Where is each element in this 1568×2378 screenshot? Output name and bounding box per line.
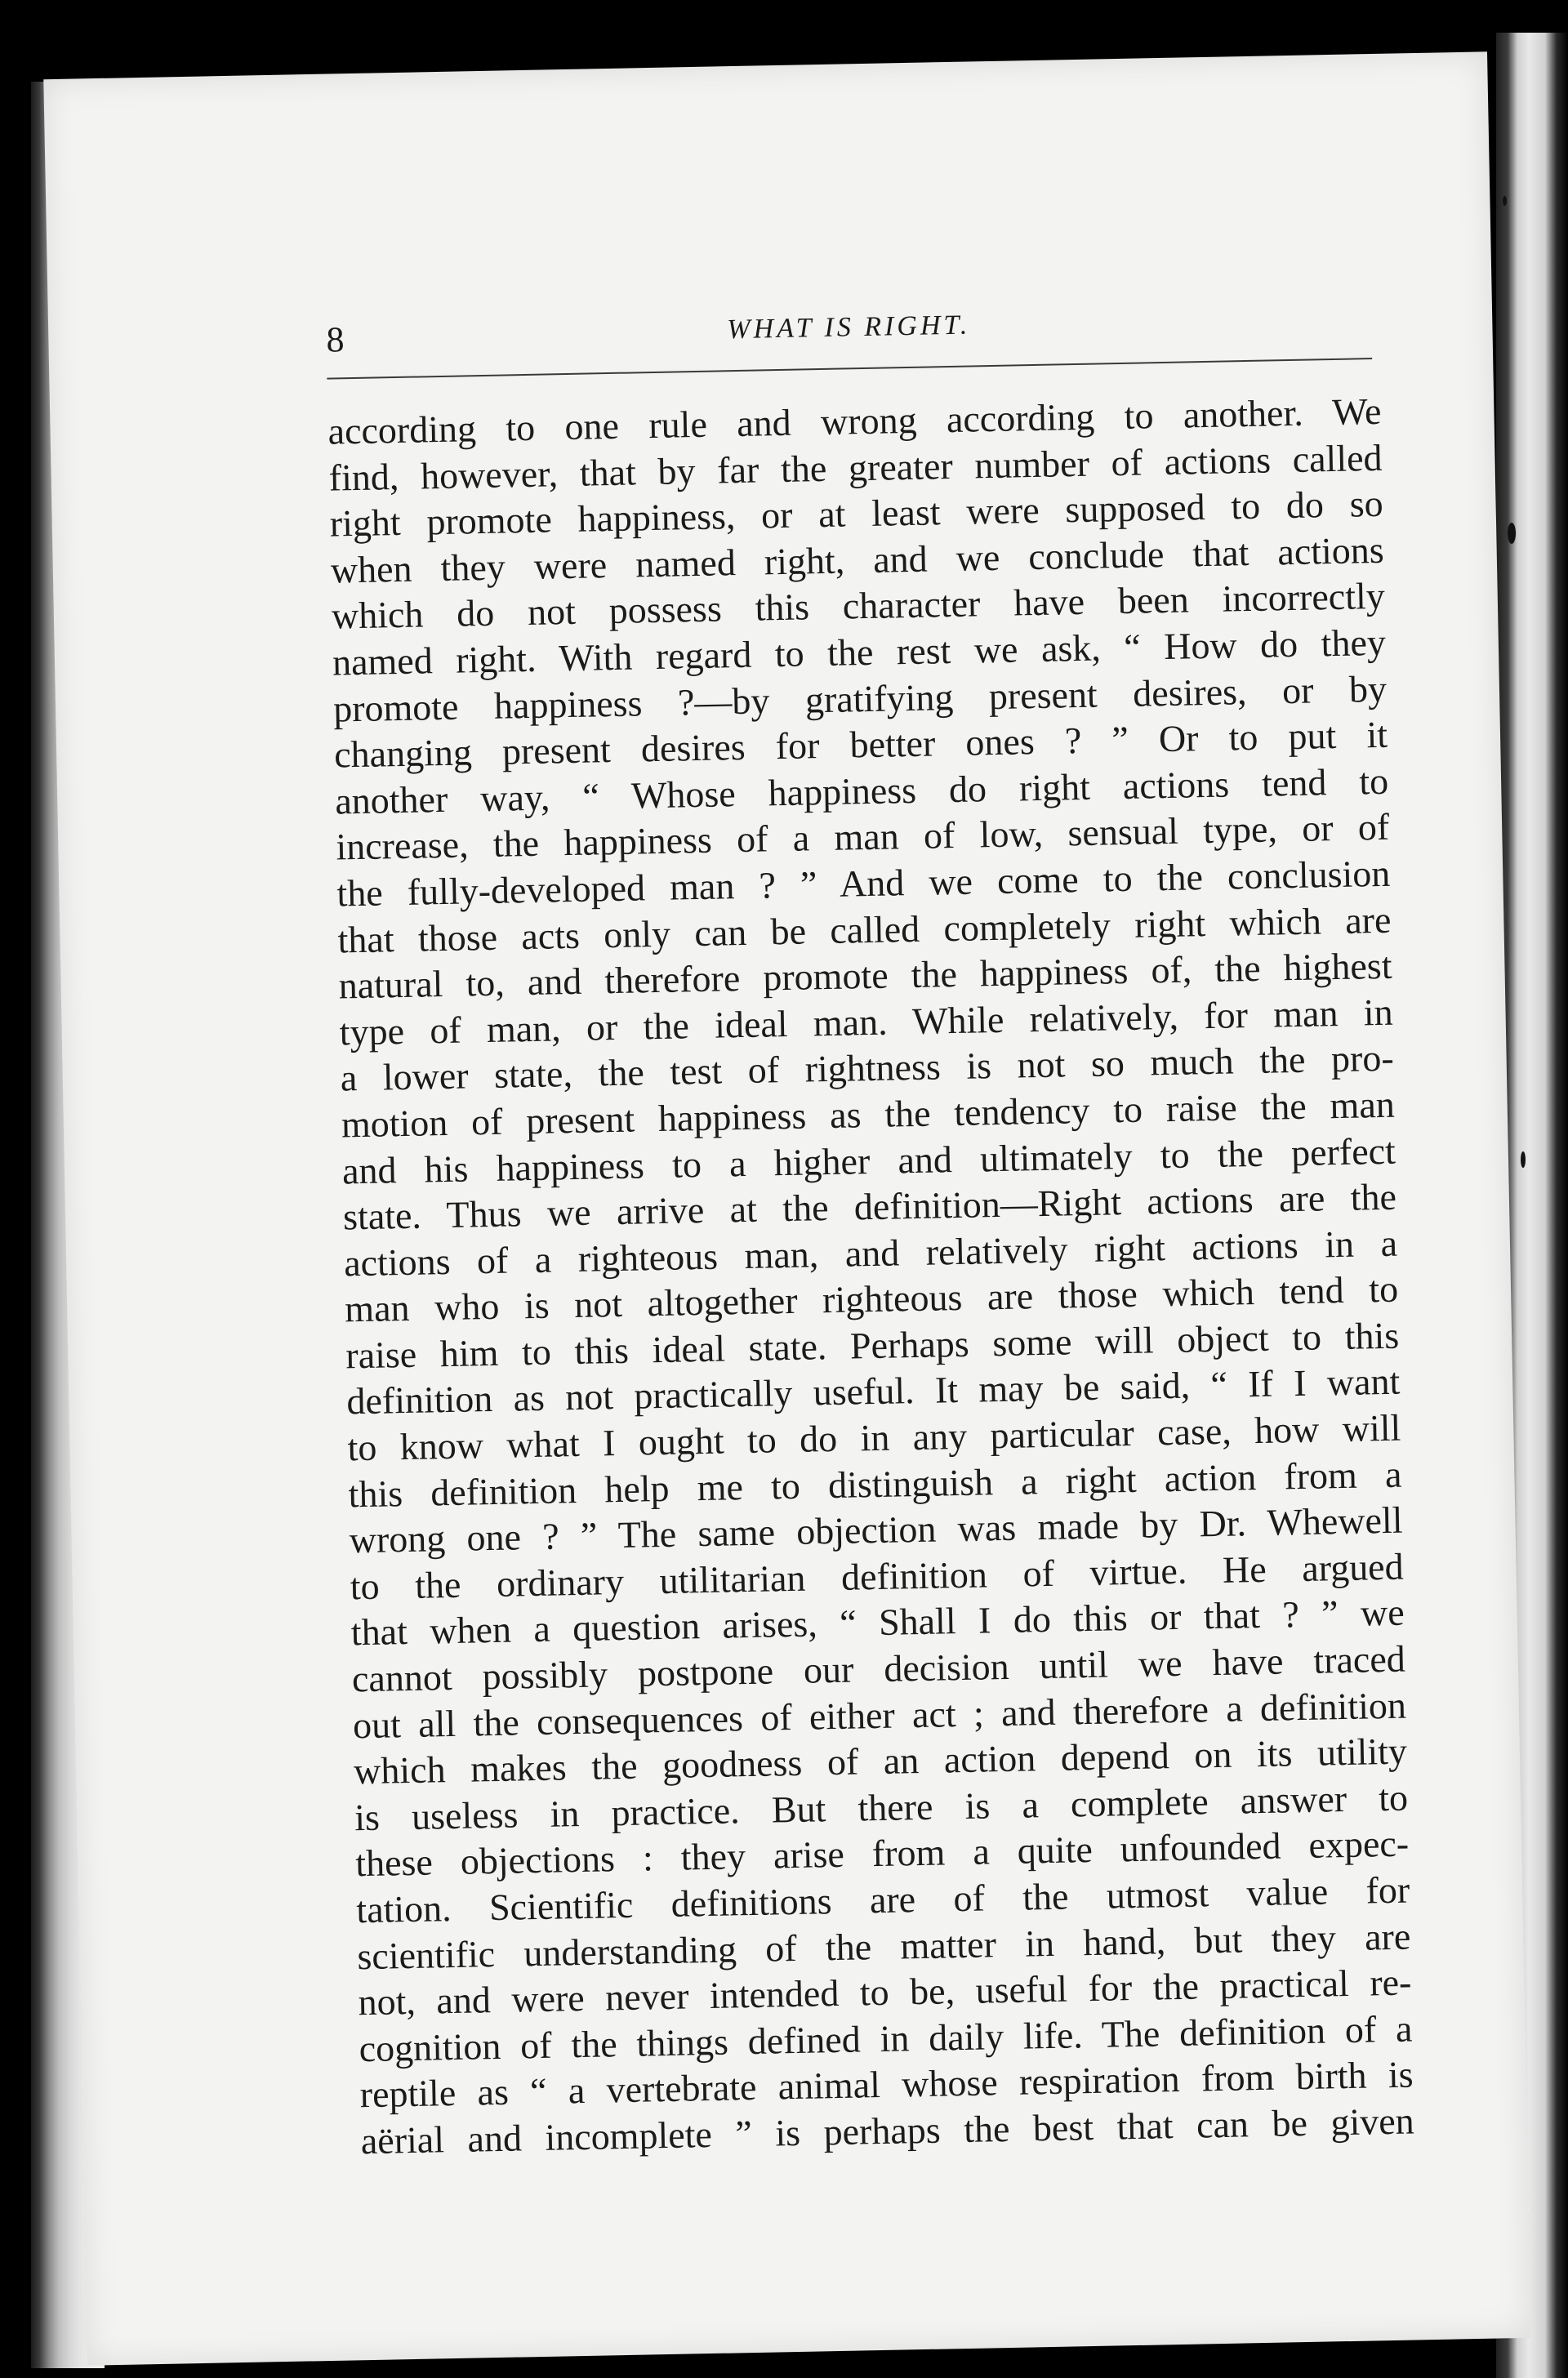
text-line: promote happiness ?—by gratifying present desires, or by	[332, 667, 1388, 730]
margin-speck	[1521, 1151, 1526, 1168]
running-head: WHAT IS RIGHT.	[726, 309, 971, 345]
body-text	[327, 389, 1414, 2165]
margin-speck	[1508, 523, 1516, 544]
text-line: out all the consequences of either act ; and therefore a definition	[352, 1684, 1407, 1746]
text-line: definition as not practically useful. It may be said, “ If I want	[345, 1360, 1401, 1423]
text-line: and his happiness to a higher and ultimately to the perfect	[341, 1129, 1396, 1191]
text-line: motion of present happiness as the tendency to raise the man	[341, 1083, 1396, 1146]
text-line: raise him to this ideal state. Perhaps some will object to this	[345, 1314, 1400, 1377]
text-line: aërial and incomplete ” is perhaps the best that can be given	[360, 2100, 1415, 2162]
text-line: to know what I ought to do in any particular case, how will	[347, 1406, 1401, 1469]
text-line: a lower state, the test of rightness is not so much the pro-	[340, 1037, 1395, 1099]
text-line: that when a question arises, “ Shall I do this or that ? ” we	[350, 1592, 1405, 1654]
text-line: this definition help me to distinguish a right action from a	[348, 1453, 1402, 1516]
text-line: to the ordinary utilitarian definition of virtue. He argued	[350, 1545, 1405, 1608]
text-line: scientific understanding of the matter in hand, but they are	[356, 1915, 1411, 1977]
text-line: another way, “ Whose happiness do right actions tend to	[334, 759, 1389, 822]
text-line: that those acts only can be called completely right which are	[337, 898, 1392, 961]
text-line: actions of a righteous man, and relatively right actions in a	[343, 1222, 1398, 1285]
text-line: type of man, or the ideal man. While relatively, for man in	[339, 991, 1393, 1053]
text-line: cognition of the things defined in daily life. The definition of a	[359, 2007, 1413, 2070]
text-line: find, however, that by far the greater number of actions called	[328, 436, 1383, 499]
text-line: when they were named right, and we conclude that actions	[330, 528, 1385, 591]
book-page	[43, 51, 1530, 2365]
text-line: increase, the happiness of a man of low, sensual type, or of	[335, 806, 1390, 868]
text-line: cannot possibly postpone our decision until we have traced	[351, 1637, 1406, 1700]
page-header	[326, 299, 1372, 376]
text-line: right promote happiness, or at least were supposed to do so	[329, 483, 1384, 545]
margin-speck	[1503, 196, 1507, 206]
text-line: tation. Scientific definitions are of the utmost value for	[355, 1868, 1410, 1931]
page-number: 8	[326, 319, 345, 360]
text-line: wrong one ? ” The same objection was made by Dr. Whewell	[349, 1498, 1403, 1561]
text-line: which do not possess this character have been incorrectly	[331, 575, 1386, 637]
text-line: is useless in practice. But there is a complete answer to	[354, 1776, 1409, 1839]
text-line: named right. With regard to the rest we ask, “ How do they	[332, 621, 1387, 684]
text-line: according to one rule and wrong according to another. We	[327, 390, 1382, 452]
text-line: man who is not altogether righteous are those which tend to	[344, 1267, 1399, 1330]
text-line: which makes the goodness of an action depend on its utility	[353, 1730, 1408, 1792]
text-line: these objections : they arise from a quite unfounded expec-	[354, 1822, 1410, 1885]
text-line: reptile as “ a vertebrate animal whose respiration from birth is	[359, 2053, 1414, 2116]
text-line: state. Thus we arrive at the definition—Right actions are the	[342, 1175, 1397, 1238]
text-line: not, and were never intended to be, useful for the practical re-	[358, 1961, 1412, 2024]
text-line: changing present desires for better ones ? ” Or to put it	[333, 713, 1388, 776]
text-line: the fully-developed man ? ” And we come to the conclusion	[336, 852, 1391, 915]
text-line: natural to, and therefore promote the happiness of, the highest	[338, 944, 1392, 1007]
